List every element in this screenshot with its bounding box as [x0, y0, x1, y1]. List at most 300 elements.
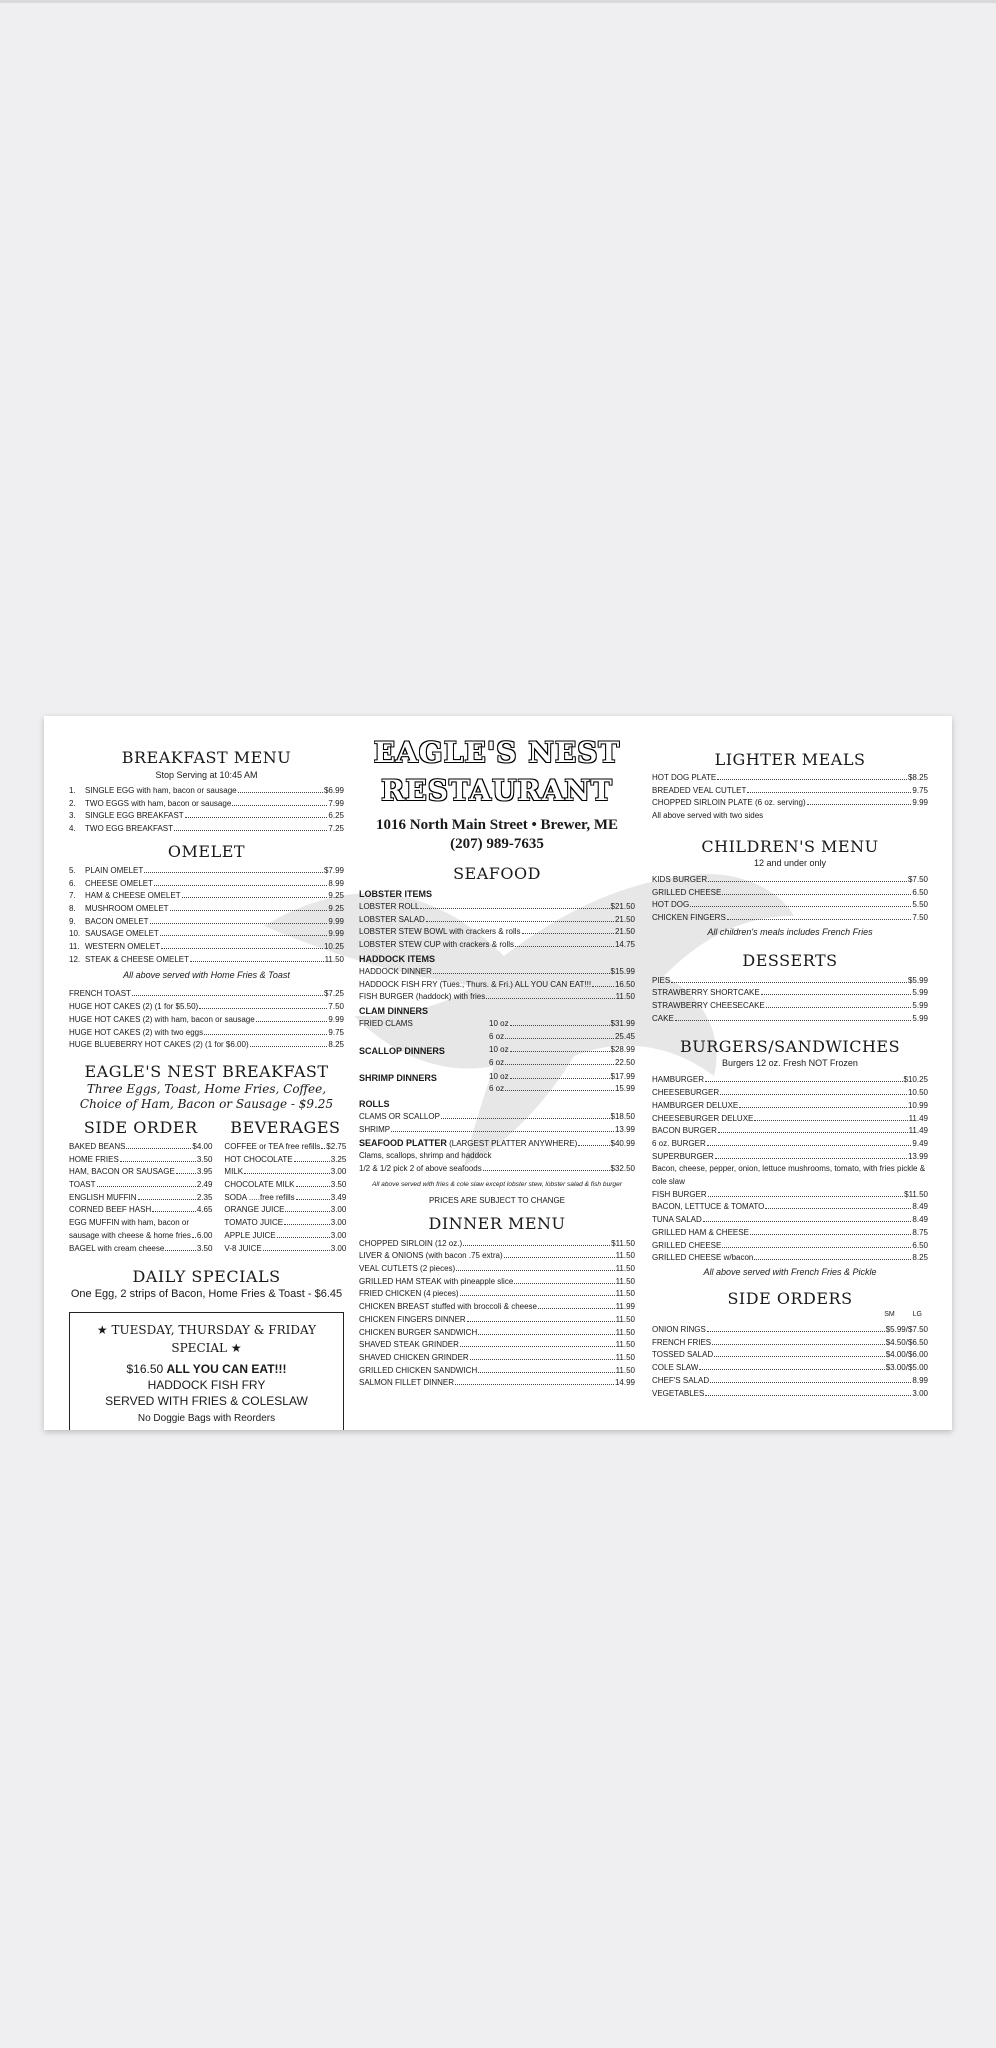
item-name: [359, 1263, 455, 1276]
item-label: CHEF'S SALAD: [652, 1375, 710, 1385]
leader-dots: [277, 1237, 330, 1238]
center-column: [359, 716, 635, 1390]
item-label: TWO EGGS with ham, bacon or sausage: [85, 798, 232, 808]
item-price: $15.99: [610, 966, 635, 976]
menu-item: [652, 1000, 928, 1013]
item-price: 16.50: [614, 979, 635, 989]
item-size: 6 oz: [489, 1084, 505, 1094]
item-price: $8.25: [907, 773, 928, 782]
item-price: 8.75: [912, 1227, 928, 1237]
leader-dots: [505, 1064, 614, 1065]
item-price: 2.35: [196, 1192, 213, 1202]
menu-item: [652, 1125, 928, 1138]
leader-dots: [426, 921, 614, 922]
menu-item: [69, 1001, 344, 1014]
menu-item: [652, 772, 928, 785]
menu-item: [69, 823, 344, 836]
item-label: sausage with cheese & home fries: [69, 1230, 191, 1240]
item-price: 9.25: [328, 903, 344, 913]
item-number: 11.: [69, 942, 80, 952]
leader-dots: [708, 1196, 903, 1197]
item-price: 8.49: [912, 1215, 928, 1225]
menu-sheet: [44, 716, 952, 1430]
item-label: CHOPPED SIRLOIN (12 oz.): [359, 1238, 463, 1248]
item-label: SAUSAGE OMELET: [85, 929, 159, 939]
beverages-list: [224, 1141, 346, 1255]
item-price: $11.50: [611, 1238, 635, 1248]
item-price: $31.99: [610, 1018, 635, 1028]
item-number: 10.: [69, 929, 81, 939]
item-price: 7.99: [328, 798, 344, 808]
menu-item: [69, 878, 344, 891]
menu-item: [69, 1027, 344, 1040]
item-price: $6.99: [323, 786, 344, 795]
item-label: BACON, LETTUCE & TOMATO: [652, 1202, 765, 1212]
item-name: [69, 903, 169, 916]
menu-item: [359, 991, 635, 1004]
menu-item: [69, 988, 344, 1001]
menu-item: [69, 1204, 212, 1217]
item-name: [224, 1154, 292, 1167]
children-subtitle: 12 and under only: [753, 857, 827, 868]
leader-dots: [150, 923, 328, 924]
item-price: 9.99: [912, 798, 928, 808]
menu-item: [69, 1192, 212, 1205]
leader-dots: [199, 1008, 327, 1009]
menu-item: [69, 798, 344, 811]
menu-item: [652, 797, 928, 810]
item-price: 6.25: [328, 811, 344, 821]
item-price: 9.99: [328, 1014, 344, 1024]
item-number: 1.: [69, 786, 76, 795]
item-price: 9.99: [328, 916, 344, 926]
menu-item: [652, 1375, 928, 1388]
item-name: [69, 1230, 191, 1243]
item-label: FISH BURGER: [652, 1189, 707, 1199]
menu-item: [652, 1087, 928, 1100]
item-label: TUNA SALAD: [652, 1215, 702, 1225]
item-price: 11.49: [908, 1126, 928, 1136]
item-label: FRENCH FRIES: [652, 1337, 712, 1347]
leader-dots: [708, 881, 907, 882]
menu-item: [359, 1071, 635, 1084]
item-name: [224, 1192, 294, 1205]
lighter-title: LIGHTER MEALS: [714, 750, 866, 769]
item-label: CLAMS OR SCALLOP: [359, 1112, 440, 1122]
children-note: All children's meals includes French Fries: [707, 926, 873, 937]
item-label: COLE SLAW: [652, 1363, 699, 1373]
menu-item: [652, 1349, 928, 1362]
nest-breakfast-line1: Three Eggs, Toast, Home Fries, Coffee,: [86, 1081, 327, 1096]
item-price: 9.75: [912, 785, 928, 795]
item-price: 7.50: [912, 912, 928, 922]
size-sm: SM: [884, 1310, 895, 1318]
item-label: HUGE BLUEBERRY HOT CAKES (2) (1 for $6.00): [69, 1040, 249, 1050]
menu-item: [359, 1238, 635, 1251]
seafood-platter-row: [359, 1137, 635, 1151]
item-label: STEAK & CHEESE OMELET: [85, 954, 190, 964]
item-price: 6.50: [912, 887, 928, 897]
item-name: [652, 1087, 719, 1100]
menu-item: [652, 912, 928, 925]
leader-dots: [747, 792, 911, 793]
item-name: [359, 1365, 477, 1378]
item-label: GRILLED HAM STEAK with pineapple slice: [359, 1276, 514, 1286]
item-name: [69, 865, 143, 878]
item-label: GRILLED CHEESE w/bacon: [652, 1253, 754, 1263]
menu-item: [652, 1388, 928, 1401]
item-name: [652, 887, 721, 900]
item-name: [69, 916, 149, 929]
menu-item: [652, 1201, 928, 1214]
leader-dots: [761, 994, 912, 995]
item-price: 9.99: [328, 929, 344, 939]
menu-item: [224, 1179, 346, 1192]
menu-item: [69, 890, 344, 903]
item-name: [359, 1057, 504, 1070]
special-price-line: [74, 1361, 339, 1377]
item-label: GRILLED CHEESE: [652, 887, 722, 897]
special-line2: HADDOCK FISH FRY: [147, 1378, 266, 1393]
special-title: TUESDAY, THURSDAY & FRIDAY SPECIAL: [111, 1323, 317, 1356]
omelet-note: All above served with Home Fries & Toast: [123, 970, 290, 981]
leader-dots: [263, 1250, 330, 1251]
leader-dots: [296, 1186, 330, 1187]
leader-dots: [754, 1120, 907, 1121]
item-number: 3.: [69, 811, 76, 821]
leader-dots: [720, 1094, 907, 1095]
item-name: [359, 914, 425, 927]
menu-item: [359, 1288, 635, 1301]
item-name: [224, 1179, 294, 1192]
item-label: LIVER & ONIONS (with bacon .75 extra): [359, 1251, 503, 1261]
lobster-list: [359, 901, 635, 952]
item-name: [652, 772, 716, 785]
item-size: 6 oz: [489, 1058, 505, 1068]
leader-dots: [456, 1270, 614, 1271]
item-price: 14.75: [614, 940, 635, 950]
item-label: SALMON FILLET DINNER: [359, 1378, 454, 1388]
menu-item: [652, 785, 928, 798]
leader-dots: [391, 1131, 614, 1132]
item-price: 8.25: [912, 1253, 928, 1263]
lighter-note: All above served with two sides: [652, 811, 764, 821]
item-price: 25.45: [614, 1031, 635, 1041]
platter-line2: Clams, scallops, shrimp and haddock: [359, 1151, 492, 1161]
item-name: [69, 890, 181, 903]
item-label: VEGETABLES: [652, 1388, 705, 1398]
menu-item: [359, 1327, 635, 1340]
item-price: 2.49: [196, 1180, 213, 1190]
item-price: 11.99: [615, 1302, 635, 1312]
leader-dots: [504, 1257, 615, 1258]
restaurant-name-line1: EAGLE'S NEST: [373, 736, 621, 769]
menu-item: [359, 979, 635, 992]
menu-item: [652, 1138, 928, 1151]
menu-item: [359, 1352, 635, 1365]
leader-dots: [165, 1250, 196, 1251]
item-price: $7.25: [323, 989, 344, 999]
item-price: 3.95: [196, 1167, 213, 1177]
item-name: [224, 1166, 243, 1179]
griddle-list: [69, 988, 344, 1052]
lobster-label: LOBSTER ITEMS: [359, 889, 433, 899]
item-number: 7.: [69, 891, 76, 901]
shrimp-list: [359, 1071, 635, 1096]
burgers-list: [652, 1074, 928, 1163]
leader-dots: [467, 1321, 615, 1322]
menu-item: [69, 916, 344, 929]
leader-dots: [505, 1038, 614, 1039]
seafood-title: SEAFOOD: [453, 864, 541, 883]
item-label: TOAST: [69, 1180, 96, 1190]
leader-dots: [244, 1173, 330, 1174]
item-label: BREADED VEAL CUTLET: [652, 785, 747, 795]
leader-dots: [238, 792, 323, 793]
item-label: HAMBURGER: [652, 1075, 705, 1085]
item-name: [69, 954, 189, 967]
special-box: [69, 1312, 344, 1430]
menu-item: [652, 1362, 928, 1375]
item-price: 5.99: [912, 1013, 928, 1023]
menu-item: [652, 1324, 928, 1337]
item-name: [69, 1001, 198, 1014]
prices-note: PRICES ARE SUBJECT TO CHANGE: [428, 1195, 566, 1205]
item-label: CHICKEN FINGERS DINNER: [359, 1314, 466, 1324]
leader-dots: [460, 1295, 615, 1296]
shrimp-label: SHRIMP DINNERS: [359, 1072, 437, 1083]
item-name: [359, 1288, 459, 1301]
leader-dots: [722, 1247, 911, 1248]
menu-item: [359, 1044, 635, 1057]
clam-label: CLAM DINNERS: [359, 1005, 428, 1016]
item-price: 5.50: [912, 900, 928, 910]
beverages-title: BEVERAGES: [230, 1117, 341, 1137]
menu-item: [69, 928, 344, 941]
haddock-list: [359, 966, 635, 1004]
item-label: FRENCH TOAST: [69, 989, 131, 999]
item-label: CORNED BEEF HASH: [69, 1205, 152, 1215]
item-price: 13.99: [907, 1151, 928, 1161]
scallop-label: SCALLOP DINNERS: [359, 1046, 445, 1057]
item-name: [69, 1166, 175, 1179]
menu-item: [69, 941, 344, 954]
item-price: 9.25: [328, 891, 344, 901]
leader-dots: [170, 910, 328, 911]
item-label: CAKE: [652, 1013, 674, 1023]
scallop-list: [359, 1044, 635, 1069]
item-name: [69, 1204, 151, 1217]
menu-item: [69, 1014, 344, 1027]
omelet-list: [69, 865, 344, 967]
menu-item: [652, 1074, 928, 1087]
item-price: $2.75: [326, 1141, 347, 1151]
platter-half: 1/2 & 1/2 pick 2 of above seafoods: [359, 1163, 482, 1173]
star-icon: ★: [230, 1341, 242, 1356]
menu-item: [652, 1252, 928, 1265]
leader-dots: [522, 933, 614, 934]
item-label: MILK: [224, 1167, 244, 1177]
breakfast-list: [69, 785, 344, 836]
menu-item: [359, 1301, 635, 1314]
item-name: [652, 975, 670, 988]
item-name: [359, 1018, 509, 1031]
menu-item: [359, 1111, 635, 1124]
special-line3: SERVED WITH FRIES & COLESLAW: [105, 1394, 308, 1409]
item-label: HOME FRIES: [69, 1154, 119, 1164]
item-price: 11.50: [615, 1327, 635, 1337]
leader-dots: [675, 1020, 912, 1021]
item-label: WESTERN OMELET: [85, 942, 161, 952]
leader-dots: [433, 973, 610, 974]
children-title: CHILDREN'S MENU: [701, 836, 879, 856]
item-label: CHICKEN BURGER SANDWICH: [359, 1327, 478, 1337]
item-name: [69, 988, 131, 1001]
menu-item: [359, 914, 635, 927]
item-label: FISH BURGER (haddock) with fries: [359, 992, 486, 1002]
leader-dots: [120, 1161, 196, 1162]
size-lg: LG: [912, 1310, 922, 1318]
side-order-block: [69, 1118, 212, 1255]
item-label: BAKED BEANS: [69, 1141, 126, 1151]
item-price: $4.00: [192, 1141, 213, 1151]
item-label: 6 oz. BURGER: [652, 1138, 706, 1148]
leader-dots: [592, 986, 614, 987]
platter-desc: (LARGEST PLATTER ANYWHERE): [449, 1138, 578, 1148]
item-label: CHEESEBURGER: [652, 1088, 720, 1098]
menu-item: [359, 1250, 635, 1263]
item-label: BACON BURGER: [652, 1126, 717, 1136]
item-price: $3.00/$5.00: [885, 1363, 928, 1373]
item-name: [652, 1349, 713, 1362]
menu-item: [224, 1243, 346, 1256]
item-number: 2.: [69, 798, 76, 808]
item-name: [652, 987, 760, 1000]
menu-item: [224, 1192, 346, 1205]
leader-dots: [126, 1148, 191, 1149]
leader-dots: [690, 906, 911, 907]
item-label: GRILLED HAM & CHEESE: [652, 1227, 749, 1237]
item-price: 11.50: [615, 1276, 635, 1286]
leader-dots: [232, 805, 327, 806]
item-name: [69, 823, 173, 836]
item-name: [224, 1217, 283, 1230]
menu-item: [652, 1214, 928, 1227]
item-name: [359, 901, 419, 914]
item-name: [359, 979, 591, 992]
item-label: HUGE HOT CAKES (2) (1 for $5.50): [69, 1002, 199, 1012]
omelet-title: OMELET: [167, 841, 246, 861]
leader-dots: [714, 1356, 885, 1357]
platter-half-price: $32.50: [610, 1163, 635, 1173]
menu-item: [69, 1230, 212, 1243]
menu-item: [652, 887, 928, 900]
menu-item: [224, 1154, 346, 1167]
item-label: ENGLISH MUFFIN: [69, 1192, 137, 1202]
item-price: 3.50: [330, 1180, 347, 1190]
item-label: SINGLE EGG BREAKFAST: [85, 811, 184, 821]
leader-dots: [705, 1395, 911, 1396]
item-price: 11.50: [615, 992, 635, 1002]
item-name: [652, 1013, 674, 1026]
item-price: 6.50: [912, 1240, 928, 1250]
item-name: [652, 912, 726, 925]
leader-dots: [463, 1245, 610, 1246]
item-name: [359, 1111, 440, 1124]
platter-price: $40.99: [610, 1138, 635, 1148]
item-name: [359, 1352, 469, 1365]
rolls-list: [359, 1111, 635, 1136]
menu-item: [652, 874, 928, 887]
item-name: [69, 1027, 203, 1040]
item-name: [359, 1031, 504, 1044]
menu-item: [69, 1039, 344, 1052]
clam-list: [359, 1018, 635, 1043]
item-label: CHOPPED SIRLOIN PLATE (6 oz. serving): [652, 798, 806, 808]
item-price: 3.50: [196, 1154, 213, 1164]
item-price: 11.50: [615, 1251, 635, 1261]
platter-half-row: [359, 1163, 635, 1176]
leader-dots: [250, 1046, 328, 1047]
item-label: MUSHROOM OMELET: [85, 903, 169, 913]
side-orders-list: [652, 1324, 928, 1400]
menu-item: [359, 901, 635, 914]
item-price: $28.99: [610, 1045, 635, 1055]
leader-dots: [132, 995, 323, 996]
leader-dots: [807, 804, 912, 805]
item-name: [652, 1151, 714, 1164]
item-size: 10 oz: [489, 1071, 509, 1081]
leader-dots: [703, 1221, 912, 1222]
item-name: [359, 1238, 462, 1251]
item-label: CHOCOLATE MILK: [224, 1180, 295, 1190]
menu-item: [359, 1339, 635, 1352]
leader-dots: [712, 1344, 885, 1345]
side-bev-block: [69, 1117, 347, 1255]
haddock-label: HADDOCK ITEMS: [359, 953, 435, 964]
dinner-list: [359, 1238, 635, 1390]
item-label: PLAIN OMELET: [85, 865, 144, 875]
item-size: 6 oz: [489, 1031, 505, 1041]
item-price: 11.50: [615, 1340, 635, 1350]
item-name: [652, 1362, 698, 1375]
item-name: [69, 928, 159, 941]
leader-dots: [707, 1331, 885, 1332]
burgers-list-2: [652, 1189, 928, 1265]
item-price: 10.50: [907, 1088, 928, 1098]
item-price: 11.49: [908, 1113, 928, 1123]
item-label: TOSSED SALAD: [652, 1350, 714, 1360]
item-name: [652, 1113, 753, 1126]
item-price: 3.00: [330, 1218, 347, 1228]
item-name: [652, 1227, 749, 1240]
item-label: ORANGE JUICE: [224, 1205, 285, 1215]
item-label: SODA .....free refills: [224, 1192, 295, 1202]
item-label: GRILLED CHEESE: [652, 1240, 722, 1250]
item-price: 6.00: [196, 1230, 213, 1240]
item-label: BACON OMELET: [85, 916, 149, 926]
item-name: [69, 878, 153, 891]
menu-item: [652, 1189, 928, 1202]
item-price: $21.50: [610, 902, 635, 911]
leader-dots: [321, 1148, 325, 1149]
leader-dots: [144, 872, 323, 873]
item-label: HOT CHOCOLATE: [224, 1154, 293, 1164]
item-name: [652, 785, 746, 798]
leader-dots: [505, 1090, 614, 1091]
menu-item: [652, 899, 928, 912]
leader-dots: [192, 1237, 196, 1238]
